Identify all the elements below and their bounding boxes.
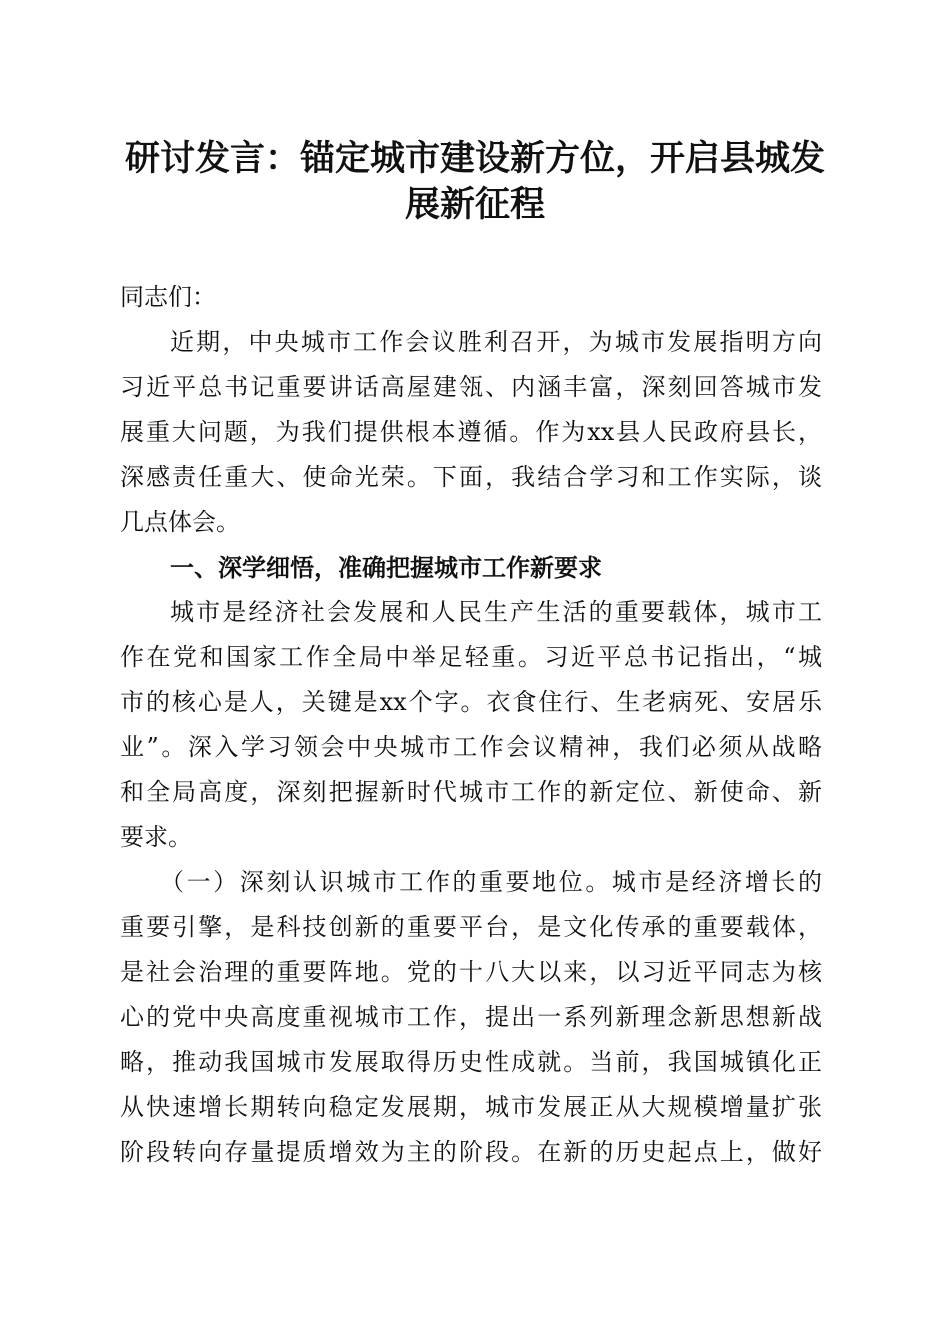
text-line: 要求。 xyxy=(120,823,192,851)
paragraph xyxy=(120,320,822,545)
text-line: 阶段转向存量提质增效为主的阶段。在新的历史起点上，做好 xyxy=(120,1138,822,1166)
text-line: 几点体会。 xyxy=(120,508,240,536)
text-line: 业”。深入学习领会中央城市工作会议精神，我们必须从战略 xyxy=(120,733,822,761)
text-line: 重要引擎，是科技创新的重要平台，是文化传承的重要载体， xyxy=(120,913,822,941)
document-body xyxy=(120,275,822,1175)
text-line: 从快速增长期转向稳定发展期，城市发展正从大规模增量扩张 xyxy=(120,1093,822,1121)
text-line: 是社会治理的重要阵地。党的十八大以来，以习近平同志为核 xyxy=(120,958,822,986)
text-line: 市的核心是人，关键是xx个字。衣食住行、生老病死、安居乐 xyxy=(120,688,822,716)
text-line: （一）深刻认识城市工作的重要地位。城市是经济增长的 xyxy=(160,868,822,896)
title-line: 研讨发言：锚定城市建设新方位，开启县城发 xyxy=(124,138,825,179)
text-line: 近期，中央城市工作会议胜利召开，为城市发展指明方向 xyxy=(170,328,822,356)
text-line: 作在党和国家工作全局中举足轻重。习近平总书记指出，“城 xyxy=(120,643,822,671)
paragraph xyxy=(120,590,822,860)
salutation: 同志们： xyxy=(120,283,216,311)
text-line: 和全局高度，深刻把握新时代城市工作的新定位、新使命、新 xyxy=(120,778,822,806)
title-line: 展新征程 xyxy=(404,184,545,225)
text-line: 城市是经济社会发展和人民生产生活的重要载体，城市工 xyxy=(170,598,822,626)
text-line: 展重大问题，为我们提供根本遵循。作为xx县人民政府县长， xyxy=(120,418,822,446)
paragraph xyxy=(120,860,822,1175)
section-heading xyxy=(120,545,822,590)
text-line: 习近平总书记重要讲话高屋建瓴、内涵丰富，深刻回答城市发 xyxy=(120,373,822,401)
text-line: 心的党中央高度重视城市工作，提出一系列新理念新思想新战 xyxy=(120,1003,822,1031)
text-line: 一、深学细悟，准确把握城市工作新要求 xyxy=(170,553,602,582)
text-line: 略，推动我国城市发展取得历史性成就。当前，我国城镇化正 xyxy=(120,1048,822,1076)
document-title xyxy=(110,136,840,228)
text-line: 深感责任重大、使命光荣。下面，我结合学习和工作实际，谈 xyxy=(120,463,822,491)
